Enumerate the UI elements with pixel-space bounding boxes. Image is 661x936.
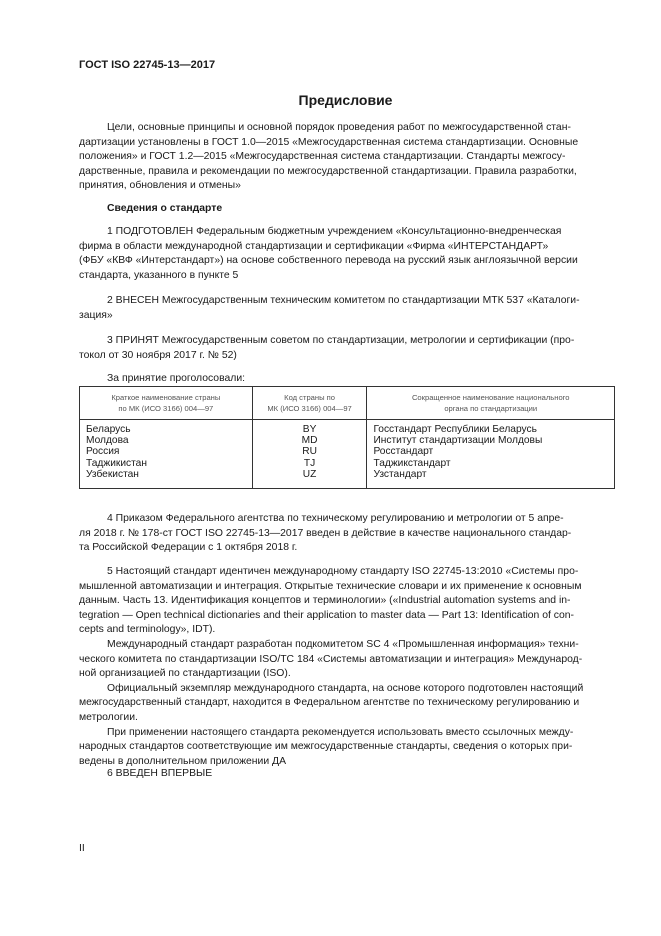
- text-line: (ФБУ «КВФ «Интерстандарт») на основе собственного перевода на русский язык англоязычной версии: [79, 255, 578, 267]
- text-line: межгосударственный стандарт, находится в Федеральном агентстве по техническому регулированию и: [79, 697, 580, 709]
- table-header-body: Сокращенное наименование национального органа по стандартизации: [367, 387, 615, 420]
- item-6-paragraph: 6 ВВЕДЕН ВПЕРВЫЕ: [107, 768, 213, 779]
- intro-paragraph: [79, 121, 615, 194]
- voting-table: [79, 386, 615, 489]
- text-line: токол от 30 ноября 2017 г. № 52): [79, 349, 237, 361]
- code-list: BY MD RU TJ UZ: [252, 420, 367, 489]
- text-line: мышленной автоматизации и интеграция. Открытые технические словари и их применение к основным: [79, 580, 582, 592]
- text-line: ной организацией по стандартизации (ISO).: [79, 668, 291, 680]
- section-subheading: Сведения о стандарте: [107, 203, 223, 214]
- text-line: стандарта, указанного в пункте 5: [79, 269, 239, 281]
- item-3-paragraph: [79, 334, 615, 363]
- text-line: Международный стандарт разработан подкомитетом SC 4 «Промышленная информация» техни-: [107, 638, 579, 650]
- table-header-code: Код страны по МК (ИСО 3166) 004—97: [252, 387, 367, 420]
- text-line: ля 2018 г. № 178-ст ГОСТ ISO 22745-13—2017 введен в действие в качестве национального стандар-: [79, 527, 572, 539]
- text-line: tegration — Open technical dictionaries and their application to master data — Part 13: Identification of con-: [79, 609, 574, 621]
- text-line: зация»: [79, 309, 113, 321]
- text-line: cepts and terminology», IDT).: [79, 624, 216, 636]
- text-line: дарственные, правила и рекомендации по межгосударственной стандартизации. Правила разработки,: [79, 165, 577, 177]
- text-line: метрологии.: [79, 711, 138, 723]
- text-line: положения» и ГОСТ 1.2—2015 «Межгосударственная система стандартизации. Стандарты межгосу-: [79, 151, 566, 163]
- country-list: Беларусь Молдова Россия Таджикистан Узбекистан: [80, 420, 253, 489]
- page-title: Предисловие: [298, 92, 393, 108]
- text-line: принятия, обновления и отмены»: [79, 180, 241, 192]
- page-number: II: [79, 843, 85, 854]
- text-line: При применении настоящего стандарта рекомендуется использовать вместо ссылочных между-: [107, 726, 574, 738]
- body-list: Госстандарт Республики Беларусь Институт стандартизации Молдовы Росстандарт Таджикстандарт Узстандарт: [367, 420, 615, 489]
- text-line: 4 Приказом Федерального агентства по техническому регулированию и метрологии от 5 апре-: [107, 513, 564, 524]
- table-header-row: [80, 387, 615, 420]
- item-2-paragraph: [79, 294, 615, 323]
- text-line: 1 ПОДГОТОВЛЕН Федеральным бюджетным учреждением «Консультационно-внедренческая: [107, 226, 562, 237]
- text-line: ведены в дополнительном приложении ДА: [79, 755, 287, 767]
- item-5-paragraph: [79, 565, 615, 769]
- item-1-paragraph: [79, 225, 615, 283]
- table-header-country: Краткое наименование страны по МК (ИСО 3166) 004—97: [80, 387, 253, 420]
- document-header: ГОСТ ISO 22745-13—2017: [79, 59, 216, 71]
- text-line: 2 ВНЕСЕН Межгосударственным техническим комитетом по стандартизации МТК 537 «Каталоги-: [107, 295, 580, 306]
- text-line: фирма в области международной стандартизации и сертификации «Фирма «ИНТЕРСТАНДАРТ»: [79, 240, 549, 252]
- text-line: 5 Настоящий стандарт идентичен международному стандарту ISO 22745-13:2010 «Системы про-: [107, 566, 579, 577]
- text-line: ческого комитета по стандартизации ISO/TC 184 «Системы автоматизации и интеграция» Международ-: [79, 653, 583, 665]
- text-line: дартизации установлены в ГОСТ 1.0—2015 «Межгосударственная система стандартизации. Основные: [79, 136, 579, 148]
- text-line: 3 ПРИНЯТ Межгосударственным советом по стандартизации, метрологии и сертификации (про-: [107, 335, 575, 346]
- text-line: та Российской Федерации с 1 октября 2018 г.: [79, 542, 298, 554]
- text-line: народных стандартов соответствующие им межгосударственные стандарты, сведения о которых при-: [79, 741, 573, 753]
- text-line: Официальный экземпляр международного стандарта, на основе которого подготовлен настоящий: [107, 682, 584, 694]
- text-line: Цели, основные принципы и основной порядок проведения работ по межгосударственной стан-: [107, 122, 571, 133]
- table-row: [80, 420, 615, 489]
- text-line: данным. Часть 13. Идентификация концептов и терминологии» («Industrial automation systems and in-: [79, 595, 571, 607]
- item-4-paragraph: [79, 512, 615, 556]
- vote-label: За принятие проголосовали:: [107, 373, 246, 384]
